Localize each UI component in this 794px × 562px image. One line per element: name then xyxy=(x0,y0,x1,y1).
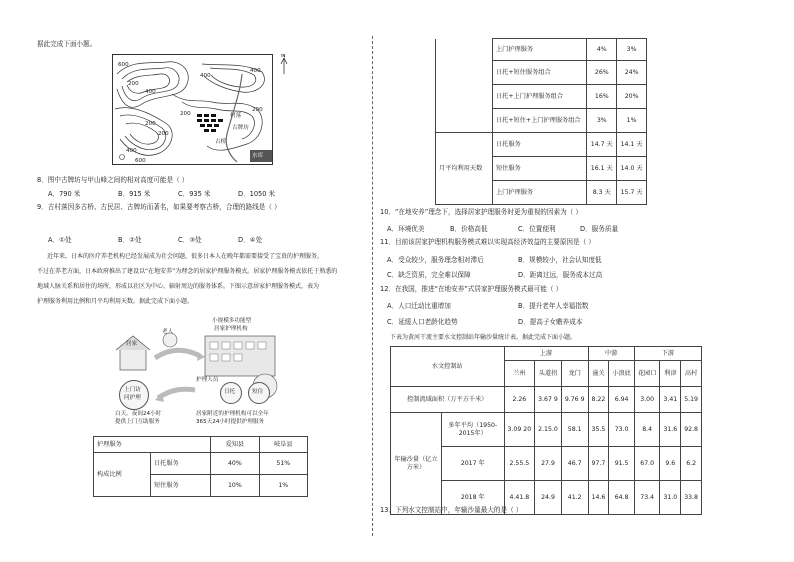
contour-label: 200 xyxy=(252,107,263,113)
sediment-value: 41.2 xyxy=(561,481,588,515)
area-value: 3.67 9 xyxy=(535,387,562,413)
intro-top: 据此完成下面小题。 xyxy=(37,40,97,48)
sediment-value: 14.6 xyxy=(588,481,609,515)
table-cell: 上门护理服务 xyxy=(493,181,587,205)
sediment-value: 8.4 xyxy=(634,413,660,447)
q8-option-d[interactable]: D．1050 米 xyxy=(238,190,276,198)
contour-label: 400 xyxy=(200,73,211,79)
sediment-value: 27.9 xyxy=(535,447,562,481)
diagram-caption-right: 365天24小时提供护理服务 xyxy=(196,419,265,425)
diagram-day: 日托 xyxy=(224,389,236,395)
table-cell: 日托服务 xyxy=(151,453,211,475)
contour-label: 200 xyxy=(180,111,191,117)
q10-stem: 10．“在地安养”理念下，选择居家护理服务时更为重视的因素为（ ） xyxy=(380,208,582,216)
table-cell: 3% xyxy=(587,109,617,133)
q8-option-c[interactable]: C．935 米 xyxy=(178,190,211,198)
q12-stem: 12．在我国，推进“在地安养”式居家护理服务模式最可能（ ） xyxy=(380,285,563,293)
q8-option-a[interactable]: A．790 米 xyxy=(48,190,81,198)
sediment-value: 9.6 xyxy=(660,447,681,481)
sediment-value: 6.2 xyxy=(681,447,702,481)
q10-option-c[interactable]: C．位置便利 xyxy=(518,225,556,233)
sediment-value: 73.4 xyxy=(634,481,660,515)
table-cell: 短住服务 xyxy=(151,475,211,497)
group-label: 月平均利用天数 xyxy=(436,133,493,205)
contour-label: 400 xyxy=(250,68,261,74)
sediment-value: 67.0 xyxy=(634,447,660,481)
village-label: 村落 xyxy=(230,113,242,119)
sediment-value: 31.6 xyxy=(660,413,681,447)
diagram-facility-title: 居家护理机构 xyxy=(214,326,248,332)
table-cell: 14.1 天 xyxy=(617,133,647,157)
sediment-value: 35.5 xyxy=(588,413,609,447)
paifang-label: 古牌坊 xyxy=(232,125,249,131)
q11-stem: 11．目前该居家护理机构服务模式难以实现高经济效益的主要原因是（ ） xyxy=(380,238,595,246)
table-cell: 1% xyxy=(617,109,647,133)
diagram-visit: 上门访 xyxy=(124,387,141,393)
column-divider xyxy=(372,36,373,536)
contour-label: 200 xyxy=(145,121,156,127)
group-label: 构成比例 xyxy=(94,453,151,497)
sediment-value: 92.8 xyxy=(681,413,702,447)
hydro-header: 水文控制站 xyxy=(391,347,505,387)
hydro-table xyxy=(390,346,702,515)
station: 头道拐 xyxy=(535,361,562,387)
q13-stem: 13．下列水文控制站中，年输沙量最大的是（ ） xyxy=(380,506,523,514)
table-cell: 8.3 天 xyxy=(587,181,617,205)
q10-option-a[interactable]: A．环境优美 xyxy=(387,225,425,233)
diagram-visit: 问护理 xyxy=(124,395,141,401)
area-value: 6.94 xyxy=(609,387,635,413)
bridge-label: 古桥 xyxy=(215,139,227,145)
q11-option-b[interactable]: B．规模较小，社会认知度低 xyxy=(518,256,602,264)
contour-label: 400 xyxy=(145,89,156,95)
q11-option-d[interactable]: D．距离过远，服务成本过高 xyxy=(518,271,603,279)
sediment-value: 2.55.5 xyxy=(504,447,535,481)
q8-option-b[interactable]: B．915 米 xyxy=(118,190,151,198)
contour-label: 600 xyxy=(135,158,146,164)
care-table-left xyxy=(93,436,308,497)
area-label: 控制流域面积（万平方千米） xyxy=(391,387,505,413)
table-cell: 24% xyxy=(617,61,647,85)
table-cell: 日托+短住服务组合 xyxy=(493,61,587,85)
table-header: 岐阜县 xyxy=(259,437,307,453)
reservoir-label: 水库 xyxy=(252,153,264,159)
period-label: 多年平均（1950-2015年） xyxy=(442,413,505,447)
sediment-label: 年输沙量（亿立方米） xyxy=(391,413,442,515)
sediment-value: 4.41.8 xyxy=(504,481,535,515)
q11-option-a[interactable]: A．受众较少，服务理念相对滞后 xyxy=(387,256,484,264)
station: 龙门 xyxy=(561,361,588,387)
diagram-caption-left: 白天、夜间24小时 xyxy=(115,411,162,417)
contour-label: 200 xyxy=(158,131,169,137)
sediment-value: 3.09 20 xyxy=(504,413,535,447)
sediment-value: 97.7 xyxy=(588,447,609,481)
table-header: 护理服务 xyxy=(94,437,211,453)
table-cell: 40% xyxy=(211,453,259,475)
north-label: N xyxy=(281,54,286,59)
q12-option-a[interactable]: A．人口迁动比重增加 xyxy=(387,302,451,310)
table-cell: 51% xyxy=(259,453,307,475)
passage-line: 不过在养老方面，日本政府推出了建设以“在地安养”为理念的居家护理服务模式。居家护理服务模式依托于熟悉的 xyxy=(37,268,338,275)
area-value: 3.00 xyxy=(634,387,660,413)
q11-option-c[interactable]: C．缺乏资质，完全难以保障 xyxy=(387,271,471,279)
table-cell: 16.1 天 xyxy=(587,157,617,181)
station: 利津 xyxy=(660,361,681,387)
sediment-value: 46.7 xyxy=(561,447,588,481)
passage-line: 地域人脉关系和居住的场所，形成以社区为中心、辐射周边的服务体系。下图示意居家护理服务模式，表为 xyxy=(37,283,320,290)
intro2: 下表为黄河干流主要水文控制站年输沙量统计表。据此完成下面小题。 xyxy=(390,334,577,341)
sediment-value: 64.8 xyxy=(609,481,635,515)
station: 小浪底 xyxy=(609,361,635,387)
station: 高村 xyxy=(681,361,702,387)
diagram-elderly: 老人 xyxy=(162,329,174,335)
table-cell: 上门护理服务 xyxy=(493,39,587,61)
q12-option-b[interactable]: B．提升老年人幸福指数 xyxy=(518,302,589,310)
area-value: 9.76 9 xyxy=(561,387,588,413)
contour-label: 400 xyxy=(126,148,137,154)
q9-stem: 9．古村落因多古桥、古民居、古牌坊而著名，如果要考察古桥，合理的路线是（ ） xyxy=(37,203,281,211)
table-cell: 短住服务 xyxy=(493,157,587,181)
care-table-right xyxy=(435,38,647,205)
table-cell: 10% xyxy=(211,475,259,497)
table-header: 爱知县 xyxy=(211,437,259,453)
station: 花园口 xyxy=(634,361,660,387)
table-cell: 14.0 天 xyxy=(617,157,647,181)
area-value: 3.41 xyxy=(660,387,681,413)
sediment-value: 58.1 xyxy=(561,413,588,447)
diagram-caption-right: 居家附近的护理机构可以全年 xyxy=(196,411,269,417)
area-value: 2.26 xyxy=(504,387,535,413)
period-label: 2017 年 xyxy=(442,447,505,481)
sediment-value: 73.0 xyxy=(609,413,635,447)
table-cell: 14.7 天 xyxy=(587,133,617,157)
diagram-home: 居家 xyxy=(126,341,138,347)
contour-label: 200 xyxy=(128,81,139,87)
q9-option-c[interactable]: C．③处 xyxy=(178,236,202,244)
table-cell: 日托服务 xyxy=(493,133,587,157)
station: 潼关 xyxy=(588,361,609,387)
q10-option-b[interactable]: B．价格高低 xyxy=(450,225,488,233)
q8-stem: 8．图中古牌坊与甲山峰之间的相对高度可能是（ ） xyxy=(37,176,189,184)
q9-option-d[interactable]: D．④处 xyxy=(238,236,263,244)
table-cell: 16% xyxy=(587,85,617,109)
period-label: 2018 年 xyxy=(442,481,505,515)
q10-option-d[interactable]: D．服务质量 xyxy=(580,225,619,233)
q12-option-c[interactable]: C．延缓人口老龄化趋势 xyxy=(387,318,458,326)
table-cell: 3% xyxy=(617,39,647,61)
sediment-value: 33.8 xyxy=(681,481,702,515)
table-cell: 26% xyxy=(587,61,617,85)
q9-option-b[interactable]: B．②处 xyxy=(118,236,142,244)
area-value: 8.22 xyxy=(588,387,609,413)
diagram-caption-left: 提供上门互助服务 xyxy=(115,419,160,425)
sediment-value: 24.9 xyxy=(535,481,562,515)
table-cell: 4% xyxy=(587,39,617,61)
table-cell: 15.7 天 xyxy=(617,181,647,205)
station: 兰州 xyxy=(504,361,535,387)
q9-option-a[interactable]: A．①处 xyxy=(48,236,72,244)
reach-header: 中游 xyxy=(588,347,634,361)
reach-header: 上游 xyxy=(504,347,588,361)
passage-line: 护理服务利用比例和月平均利用天数。据此完成下面小题。 xyxy=(37,298,194,305)
table-cell: 20% xyxy=(617,85,647,109)
sediment-value: 31.0 xyxy=(660,481,681,515)
table-cell: 日托+短住+上门护理服务组合 xyxy=(493,109,587,133)
area-value: 5.19 xyxy=(681,387,702,413)
contour-label: 600 xyxy=(118,62,129,68)
q12-option-d[interactable]: D．提高子女赡养成本 xyxy=(518,318,583,326)
table-cell: 1% xyxy=(259,475,307,497)
diagram-facility-title: 小规模多功能型 xyxy=(212,318,252,324)
diagram-stay: 短住 xyxy=(252,389,264,395)
sediment-value: 91.5 xyxy=(609,447,635,481)
passage-line: 近年来，日本的医疗养老机构已经发展成为社会问题，很多日本人在晚年都需要接受了宝贵的护理服务， xyxy=(47,253,324,260)
diagram-caregiver: 护理人员 xyxy=(196,377,219,383)
reach-header: 下游 xyxy=(634,347,701,361)
table-cell: 日托+上门护理服务组合 xyxy=(493,85,587,109)
sediment-value: 2.15.0 xyxy=(535,413,562,447)
